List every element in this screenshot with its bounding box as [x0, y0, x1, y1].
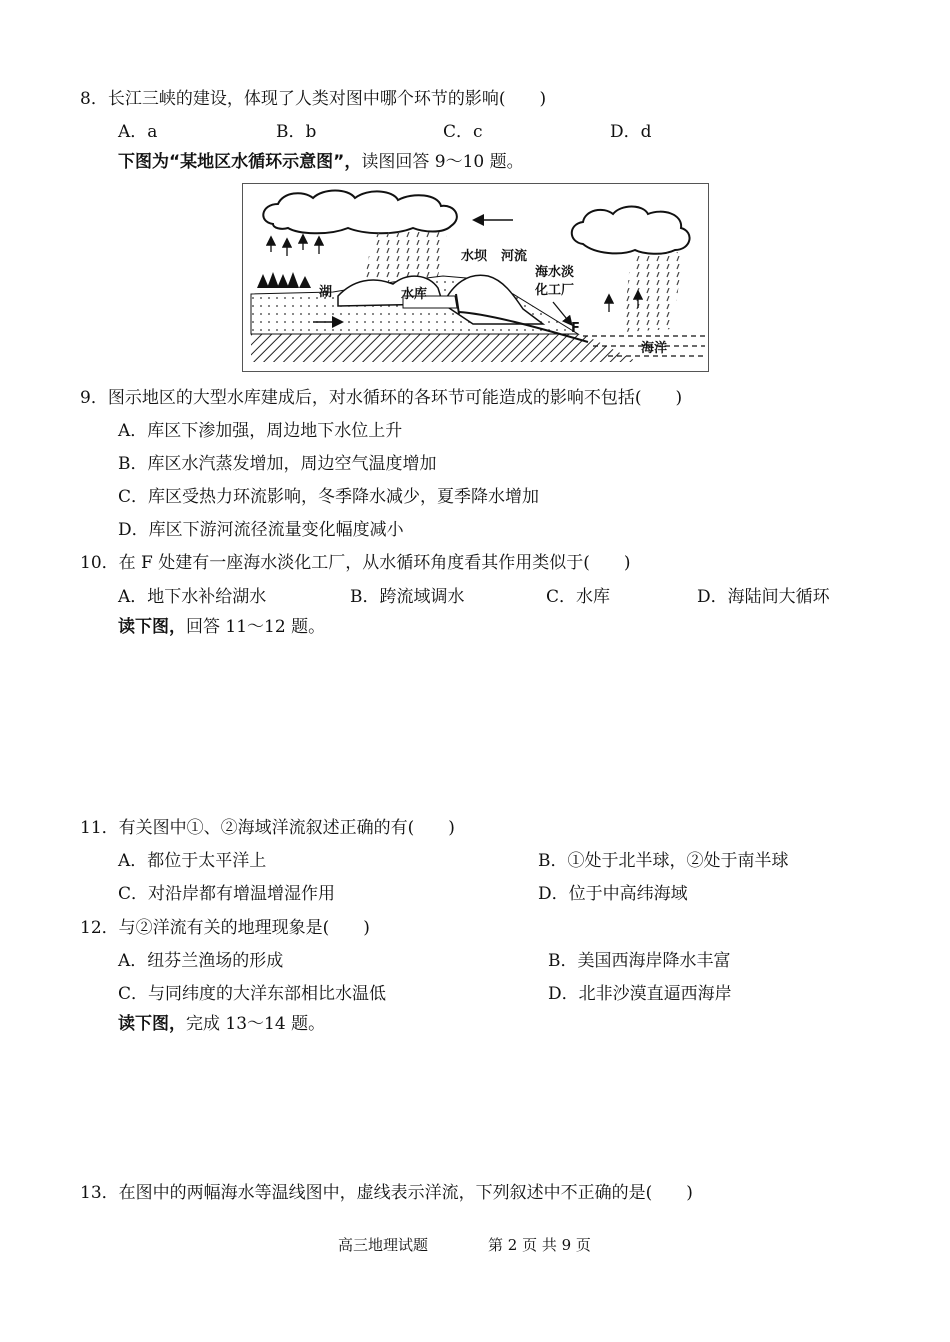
- intro-13-14: [118, 1013, 325, 1035]
- q12-option-c: C．与同纬度的大洋东部相比水温低: [118, 984, 387, 1004]
- q8-option-d: D．d: [610, 122, 652, 142]
- label-ocean: 海洋: [641, 341, 668, 356]
- q10-option-b: B．跨流域调水: [350, 587, 465, 607]
- intro-9-10: [118, 151, 524, 173]
- label-f: F: [571, 321, 580, 336]
- q9-option-b: B．库区水汽蒸发增加，周边空气温度增加: [118, 454, 437, 474]
- q11-stem: 11．有关图中①、②海域洋流叙述正确的有( ): [80, 818, 455, 838]
- label-river: 河流: [501, 249, 528, 264]
- label-desalination-1: 海水淡: [535, 265, 575, 280]
- q11-option-d: D．位于中高纬海域: [538, 884, 688, 904]
- q10-option-d: D．海陆间大循环: [697, 587, 830, 607]
- footer-page: 第 2 页 共 9 页: [488, 1236, 591, 1254]
- q8-option-c: C．c: [443, 122, 483, 142]
- footer-title: 高三地理试题: [338, 1236, 429, 1254]
- intro-11-12-rest: 回答 11～12 题。: [186, 617, 326, 637]
- q12-stem: 12．与②洋流有关的地理现象是( ): [80, 918, 370, 938]
- q10-option-a: A．地下水补给湖水: [118, 587, 267, 607]
- q12-option-a: A．纽芬兰渔场的形成: [118, 951, 284, 971]
- label-desalination-2: 化工厂: [535, 283, 575, 298]
- trees: [257, 272, 311, 288]
- right-cloud: [572, 207, 690, 254]
- rain-right: [623, 252, 683, 332]
- q8-stem: 8．长江三峡的建设，体现了人类对图中哪个环节的影响( ): [80, 89, 547, 109]
- water-cycle-figure: [242, 183, 709, 372]
- evaporation-arrows-left: [271, 236, 319, 256]
- label-lake: 湖: [319, 285, 333, 300]
- q12-option-d: D．北非沙漠直逼西海岸: [548, 984, 732, 1004]
- q8-option-b: B．b: [276, 122, 317, 142]
- q13-stem: 13．在图中的两幅海水等温线图中，虚线表示洋流，下列叙述中不正确的是( ): [80, 1183, 693, 1203]
- hatched-bedrock: [251, 334, 638, 362]
- q10-option-c: C．水库: [546, 587, 611, 607]
- intro-13-14-rest: 完成 13～14 题。: [186, 1014, 326, 1034]
- q9-stem: 9．图示地区的大型水库建成后，对水循环的各环节可能造成的影响不包括( ): [80, 388, 683, 408]
- water-cycle-diagram: [243, 184, 708, 371]
- label-reservoir: 水库: [401, 287, 428, 302]
- intro-9-10-rest: 读图回答 9～10 题。: [361, 152, 524, 172]
- q8-option-a: A．a: [118, 122, 158, 142]
- q11-option-a: A．都位于太平洋上: [118, 851, 267, 871]
- label-dam: 水坝: [461, 249, 488, 264]
- intro-9-10-bold: 下图为“某地区水循环示意图”，: [118, 152, 362, 172]
- intro-13-14-bold: 读下图，: [118, 1014, 186, 1034]
- left-cloud: [263, 191, 457, 234]
- q9-option-d: D．库区下游河流径流量变化幅度减小: [118, 520, 404, 540]
- q11-option-b: B．①处于北半球，②处于南半球: [538, 851, 789, 871]
- q9-option-c: C．库区受热力环流影响，冬季降水减少，夏季降水增加: [118, 487, 540, 507]
- intro-11-12: [118, 616, 325, 638]
- q12-option-b: B．美国西海岸降水丰富: [548, 951, 731, 971]
- q10-stem: 10．在 F 处建有一座海水淡化工厂，从水循环角度看其作用类似于( ): [80, 553, 631, 573]
- q11-option-c: C．对沿岸都有增温增湿作用: [118, 884, 336, 904]
- intro-11-12-bold: 读下图，: [118, 617, 186, 637]
- q9-option-a: A．库区下渗加强，周边地下水位上升: [118, 421, 403, 441]
